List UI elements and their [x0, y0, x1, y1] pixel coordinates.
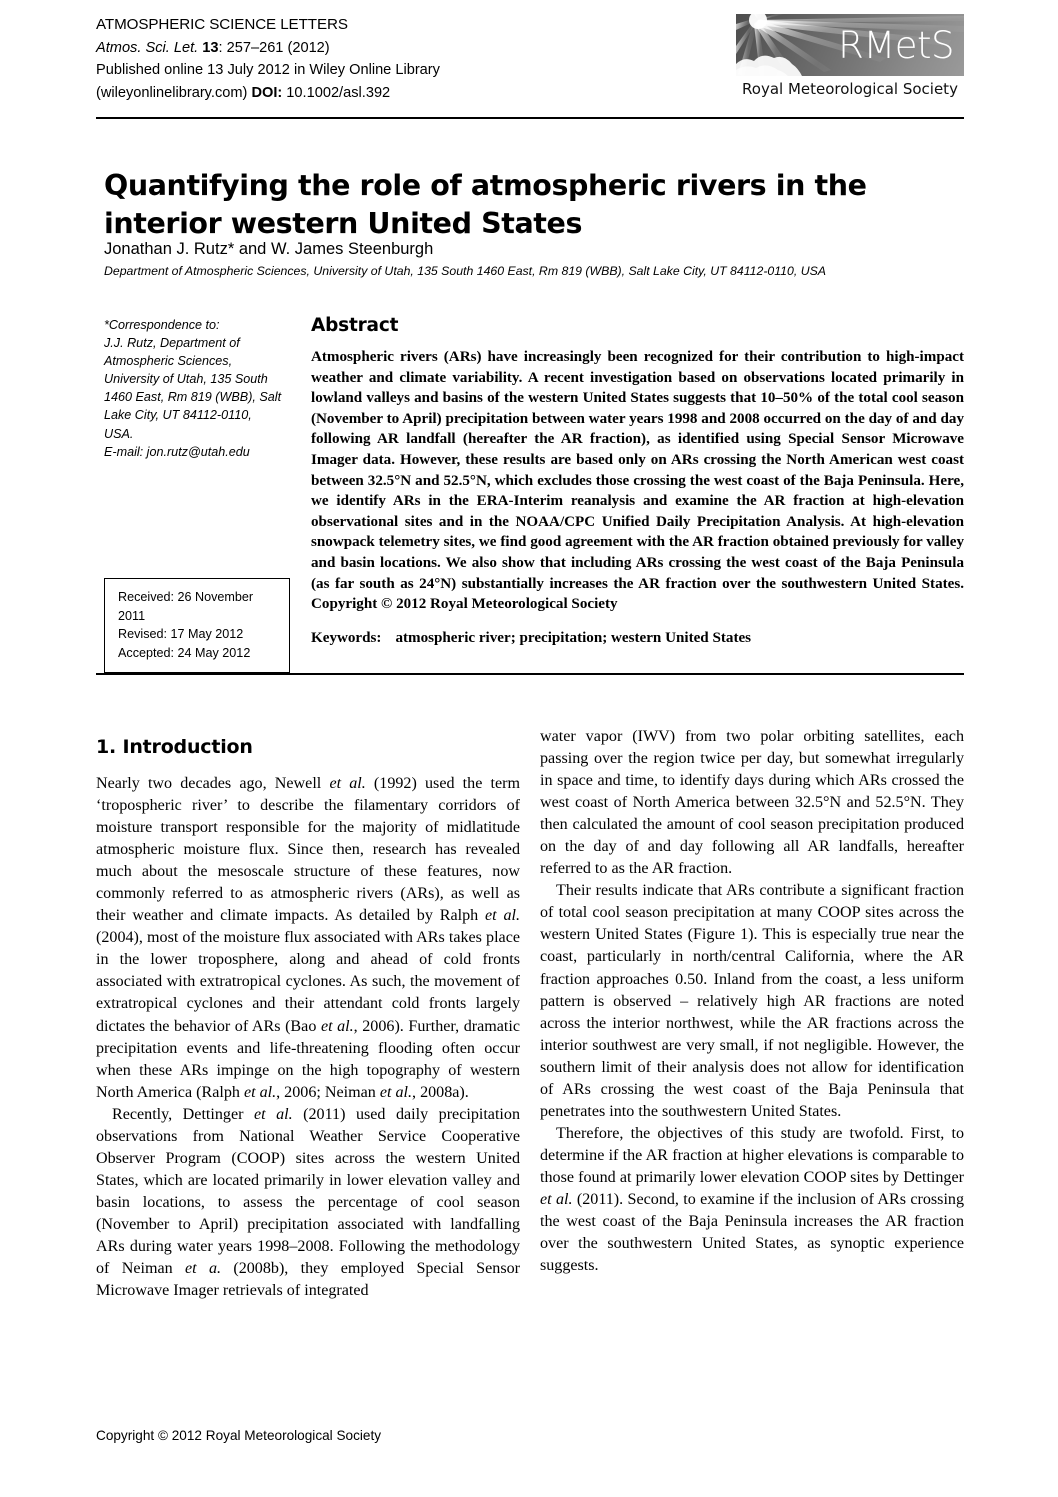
page-header [96, 14, 964, 110]
doi-line [96, 82, 696, 105]
library-url: (wileyonlinelibrary.com) [96, 84, 252, 101]
header-divider [96, 117, 964, 119]
body-column-left [96, 773, 520, 1302]
journal-name: ATMOSPHERIC SCIENCE LETTERS [96, 16, 348, 33]
correspondence-heading: *Correspondence to: [104, 318, 220, 332]
author-list: Jonathan J. Rutz* and W. James Steenburgh [104, 240, 434, 258]
keywords-value: atmospheric river; precipitation; western United States [395, 630, 752, 646]
journal-masthead [96, 14, 696, 104]
history-revised: Revised: 17 May 2012 [118, 627, 244, 642]
paragraph: Recently, Dettinger et al. (2011) used daily precipitation observations from National Weather Service Cooperative Observer Program (COOP) sites across the western United States, which are located primarily in lower elevation valley and basin locations, to assess the percentage of cool season (November to April) precipitation associated with landfalling ARs during water years 1998–2008. Following the methodology of Neiman et a. (2008b), they employed Special Sensor Microwave Imager retrievals of integrated [96, 1105, 520, 1300]
abstract-heading: Abstract [311, 315, 399, 336]
history-received: Received: 26 November 2011 [118, 590, 254, 623]
section-heading-introduction: 1. Introduction [96, 736, 253, 758]
doi-value: 10.1002/asl.392 [282, 84, 391, 101]
abstract-text: Atmospheric rivers (ARs) have increasingly been recognized for their contribution to high-impact weather and climate variability. A recent investigation based on observations located primarily in lowland valleys and basins of the western United States suggests that 10–50% of the total cool season (November to April) precipitation between water years 1998 and 2008 occurred on the day of and day following AR landfall (hereafter the AR fraction), as identified using Special Sensor Microwave Imager data. However, these results are based only on ARs crossing the North American west coast between 32.5°N and 52.5°N, which excludes those crossing the west coast of the Baja Peninsula. Here, we identify ARs in the ERA-Interim reanalysis and examine the AR fraction at high-elevation observational sites and in the NOAA/CPC Unified Daily Precipitation Analysis. At high-elevation snowpack telemetry sites, we find good agreement with the AR fraction obtained previously for valley and basin locations. We also show that including ARs crossing the west coast of the Baja Peninsula (as far south as 24°N) substantially increases the AR fraction over the southwestern United States. Copyright © 2012 Royal Meteorological Society [311, 349, 964, 613]
rmets-logo-wordmark: RMetS [838, 23, 954, 67]
abstract-section [311, 315, 964, 615]
rmets-logo [718, 14, 964, 108]
page-footer-copyright: Copyright © 2012 Royal Meteorological Society [96, 1428, 382, 1443]
article-history-box [104, 578, 290, 673]
abstract-divider [96, 673, 964, 675]
article-title: Quantifying the role of atmospheric rivers in the interior western United States [104, 169, 867, 241]
keywords-line [311, 628, 964, 649]
correspondence-address: J.J. Rutz, Department of Atmospheric Sciences, University of Utah, 135 South 1460 East, Rm 819 (WBB), Salt Lake City, UT 84112-0110, USA. [104, 336, 282, 441]
keywords-label: Keywords: [311, 630, 382, 646]
paragraph: Therefore, the objectives of this study are twofold. First, to determine if the AR fraction at higher elevations is comparable to those found at primarily lower elevation COOP sites by Dettinger et al. (2011). Second, to examine if the inclusion of ARs crossing the west coast of the Baja Peninsula increases the AR fraction over the southwestern United States, as synoptic experience suggests. [540, 1124, 965, 1275]
rmets-logo-caption: Royal Meteorological Society [742, 80, 958, 98]
history-accepted: Accepted: 24 May 2012 [118, 645, 251, 660]
correspondence-block [104, 316, 282, 461]
published-online-line: Published online 13 July 2012 in Wiley Online Library [96, 62, 440, 79]
paragraph: water vapor (IWV) from two polar orbiting satellites, each passing over the region twice per day, but somewhat irregularly in space and time, to identify days during which ARs crossed the west coast of North America between 32.5°N and 52.5°N. They then calculated the amount of cool season precipitation produced on the day of and day following all AR landfalls, hereafter referred to as the AR fraction. [540, 728, 964, 878]
journal-citation [96, 37, 696, 60]
rmets-logo-mark [736, 14, 964, 76]
paragraph: Nearly two decades ago, Newell et al. (1992) used the term ‘tropospheric river’ to describe the filamentary corridors of moisture transport responsible for the majority of midlatitude atmospheric moisture flux. Since then, research has revealed much about the mesoscale structure of these features, now commonly referred to as atmospheric rivers (ARs), as well as their weather and climate impacts. As detailed by Ralph et al. (2004), most of the moisture flux associated with ARs takes place in the lower troposphere, along and ahead of cold fronts associated with extratropical cyclones. As such, the movement of extratropical cyclones and their attendant cold fronts largely dictates the behavior of ARs (Bao et al., 2006). Further, dramatic precipitation events and life-threatening flooding often occur when these ARs impinge on the high topography of western North America (Ralph et al., 2006; Neiman et al., 2008a). [96, 775, 521, 1101]
correspondence-email: E-mail: jon.rutz@utah.edu [104, 444, 250, 459]
body-column-right [540, 726, 964, 1277]
paragraph: Their results indicate that ARs contribute a significant fraction of total cool season precipitation at many COOP sites across the western United States (Figure 1). This is especially true near the coast, particularly in north/central California, where the AR fraction approaches 0.50. Inland from the coast, a less uniform pattern is observed – relatively high AR fractions are noted across the interior northwest, while the AR fractions across the interior southwest are very small, if not negligible. However, the southern limit of their analysis does not allow for identification of ARs crossing the west coast of the Baja Peninsula that penetrates into the southwestern United States. [540, 882, 964, 1120]
journal-abbrev: Atmos. Sci. Let. [96, 39, 199, 56]
author-affiliation: Department of Atmospheric Sciences, University of Utah, 135 South 1460 East, Rm 819 (WBB), Salt Lake City, UT 84112-0110, USA [104, 264, 826, 278]
journal-pages: : 257–261 (2012) [218, 39, 330, 56]
journal-volume: 13 [202, 39, 219, 56]
doi-label: DOI: [251, 84, 283, 101]
correspondence-text [104, 316, 282, 461]
